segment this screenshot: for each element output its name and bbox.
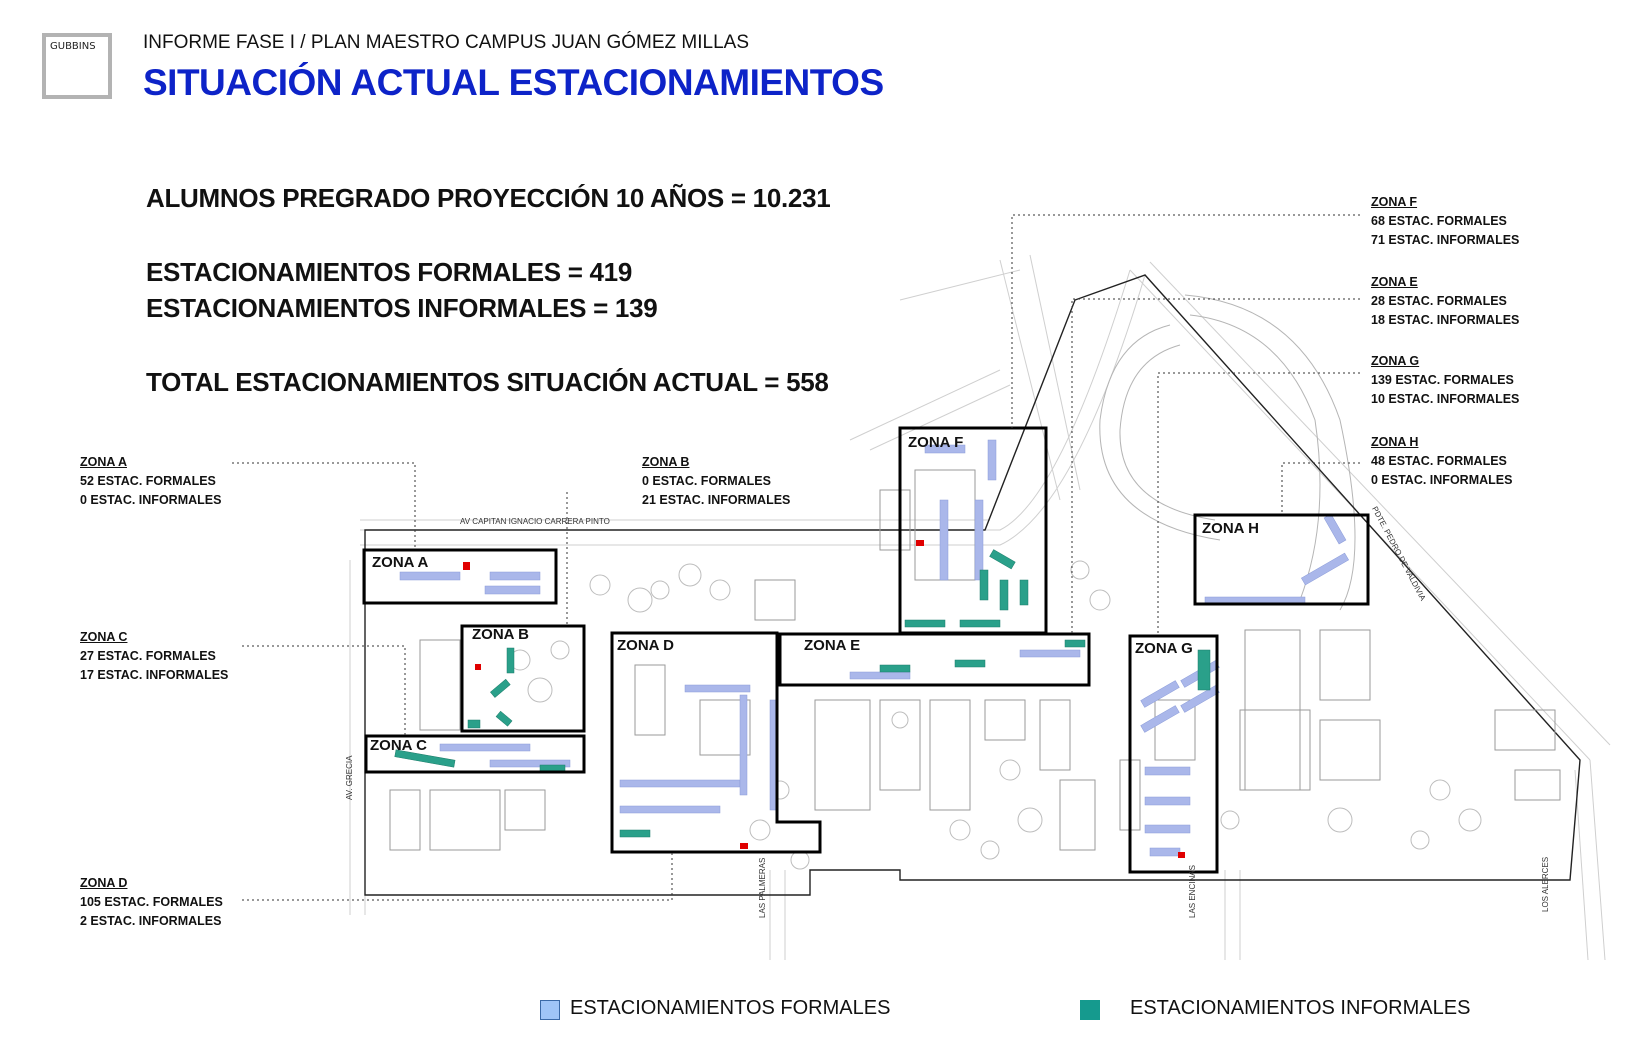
map-label-zone-f: ZONA F [908, 434, 964, 451]
zone-a-name: ZONA A [80, 455, 127, 469]
zone-g-info [1371, 352, 1519, 409]
zone-h-info [1371, 433, 1512, 490]
zone-h-formal: 48 ESTAC. FORMALES [1371, 454, 1507, 468]
map-label-zone-g: ZONA G [1135, 640, 1193, 657]
zone-b-name: ZONA B [642, 455, 690, 469]
zone-f-formal: 68 ESTAC. FORMALES [1371, 214, 1507, 228]
street-av-capitan: AV CAPITAN IGNACIO CARRERA PINTO [460, 517, 610, 526]
zone-c-informal: 17 ESTAC. INFORMALES [80, 668, 229, 682]
map-label-zone-c: ZONA C [370, 737, 427, 754]
zone-a-informal: 0 ESTAC. INFORMALES [80, 493, 222, 507]
zone-a-info [80, 453, 221, 510]
running-track [1100, 295, 1355, 610]
zone-e-name: ZONA E [1371, 275, 1418, 289]
zone-b-informal: 21 ESTAC. INFORMALES [642, 493, 791, 507]
zone-g-informal: 10 ESTAC. INFORMALES [1371, 392, 1520, 406]
logo-text: GUBBINS [50, 41, 96, 52]
stat-total: TOTAL ESTACIONAMIENTOS SITUACIÓN ACTUAL = 558 [146, 367, 829, 397]
page-title: SITUACIÓN ACTUAL ESTACIONAMIENTOS [143, 62, 884, 103]
zone-e-info [1371, 273, 1519, 330]
map-label-zone-d: ZONA D [617, 637, 674, 654]
street-las-palmeras: LAS PALMERAS [758, 857, 767, 918]
zone-b-info [642, 453, 790, 510]
zone-g-name: ZONA G [1371, 354, 1420, 368]
zone-e-formal: 28 ESTAC. FORMALES [1371, 294, 1507, 308]
zone-d-box [612, 633, 820, 852]
zone-c-formal: 27 ESTAC. FORMALES [80, 649, 216, 663]
zone-f-name: ZONA F [1371, 195, 1418, 209]
stat-students: ALUMNOS PREGRADO PROYECCIÓN 10 AÑOS = 10.231 [146, 183, 831, 213]
zone-boxes [364, 428, 1368, 872]
zone-b-formal: 0 ESTAC. FORMALES [642, 474, 771, 488]
legend-informal-label: ESTACIONAMIENTOS INFORMALES [1130, 997, 1471, 1019]
zone-a-formal: 52 ESTAC. FORMALES [80, 474, 216, 488]
zone-d-name: ZONA D [80, 876, 128, 890]
map-label-zone-e: ZONA E [804, 637, 861, 654]
report-subtitle: INFORME FASE I / PLAN MAESTRO CAMPUS JUAN GÓMEZ MILLAS [143, 32, 749, 53]
legend-formal-swatch [540, 1000, 560, 1020]
zone-g-formal: 139 ESTAC. FORMALES [1371, 373, 1514, 387]
stat-formal: ESTACIONAMIENTOS FORMALES = 419 [146, 257, 632, 287]
zone-c-name: ZONA C [80, 630, 128, 644]
zone-h-informal: 0 ESTAC. INFORMALES [1371, 473, 1513, 487]
formal-parking [400, 440, 1349, 856]
zone-f-informal: 71 ESTAC. INFORMALES [1371, 233, 1520, 247]
zone-d-informal: 2 ESTAC. INFORMALES [80, 914, 222, 928]
map-label-zone-a: ZONA A [372, 554, 429, 571]
stat-informal: ESTACIONAMIENTOS INFORMALES = 139 [146, 293, 658, 323]
zone-d-formal: 105 ESTAC. FORMALES [80, 895, 223, 909]
street-las-encinas: LAS ENCINAS [1188, 865, 1197, 918]
legend-informal-swatch [1080, 1000, 1100, 1020]
map-label-zone-b: ZONA B [472, 626, 529, 643]
street-los-alerces: LOS ALERCES [1541, 856, 1550, 912]
street-pedro-de-valdivia: PDTE. PEDRO DE VALDIVIA [1370, 505, 1428, 603]
zone-d-info [80, 874, 223, 931]
zone-h-name: ZONA H [1371, 435, 1419, 449]
street-av-grecia: AV. GRECIA [345, 755, 354, 800]
trees [510, 561, 1481, 869]
zone-c-info [80, 628, 228, 685]
legend-formal-label: ESTACIONAMIENTOS FORMALES [570, 997, 891, 1019]
zone-e-informal: 18 ESTAC. INFORMALES [1371, 313, 1520, 327]
zone-f-info [1371, 193, 1519, 250]
map-label-zone-h: ZONA H [1202, 520, 1259, 537]
